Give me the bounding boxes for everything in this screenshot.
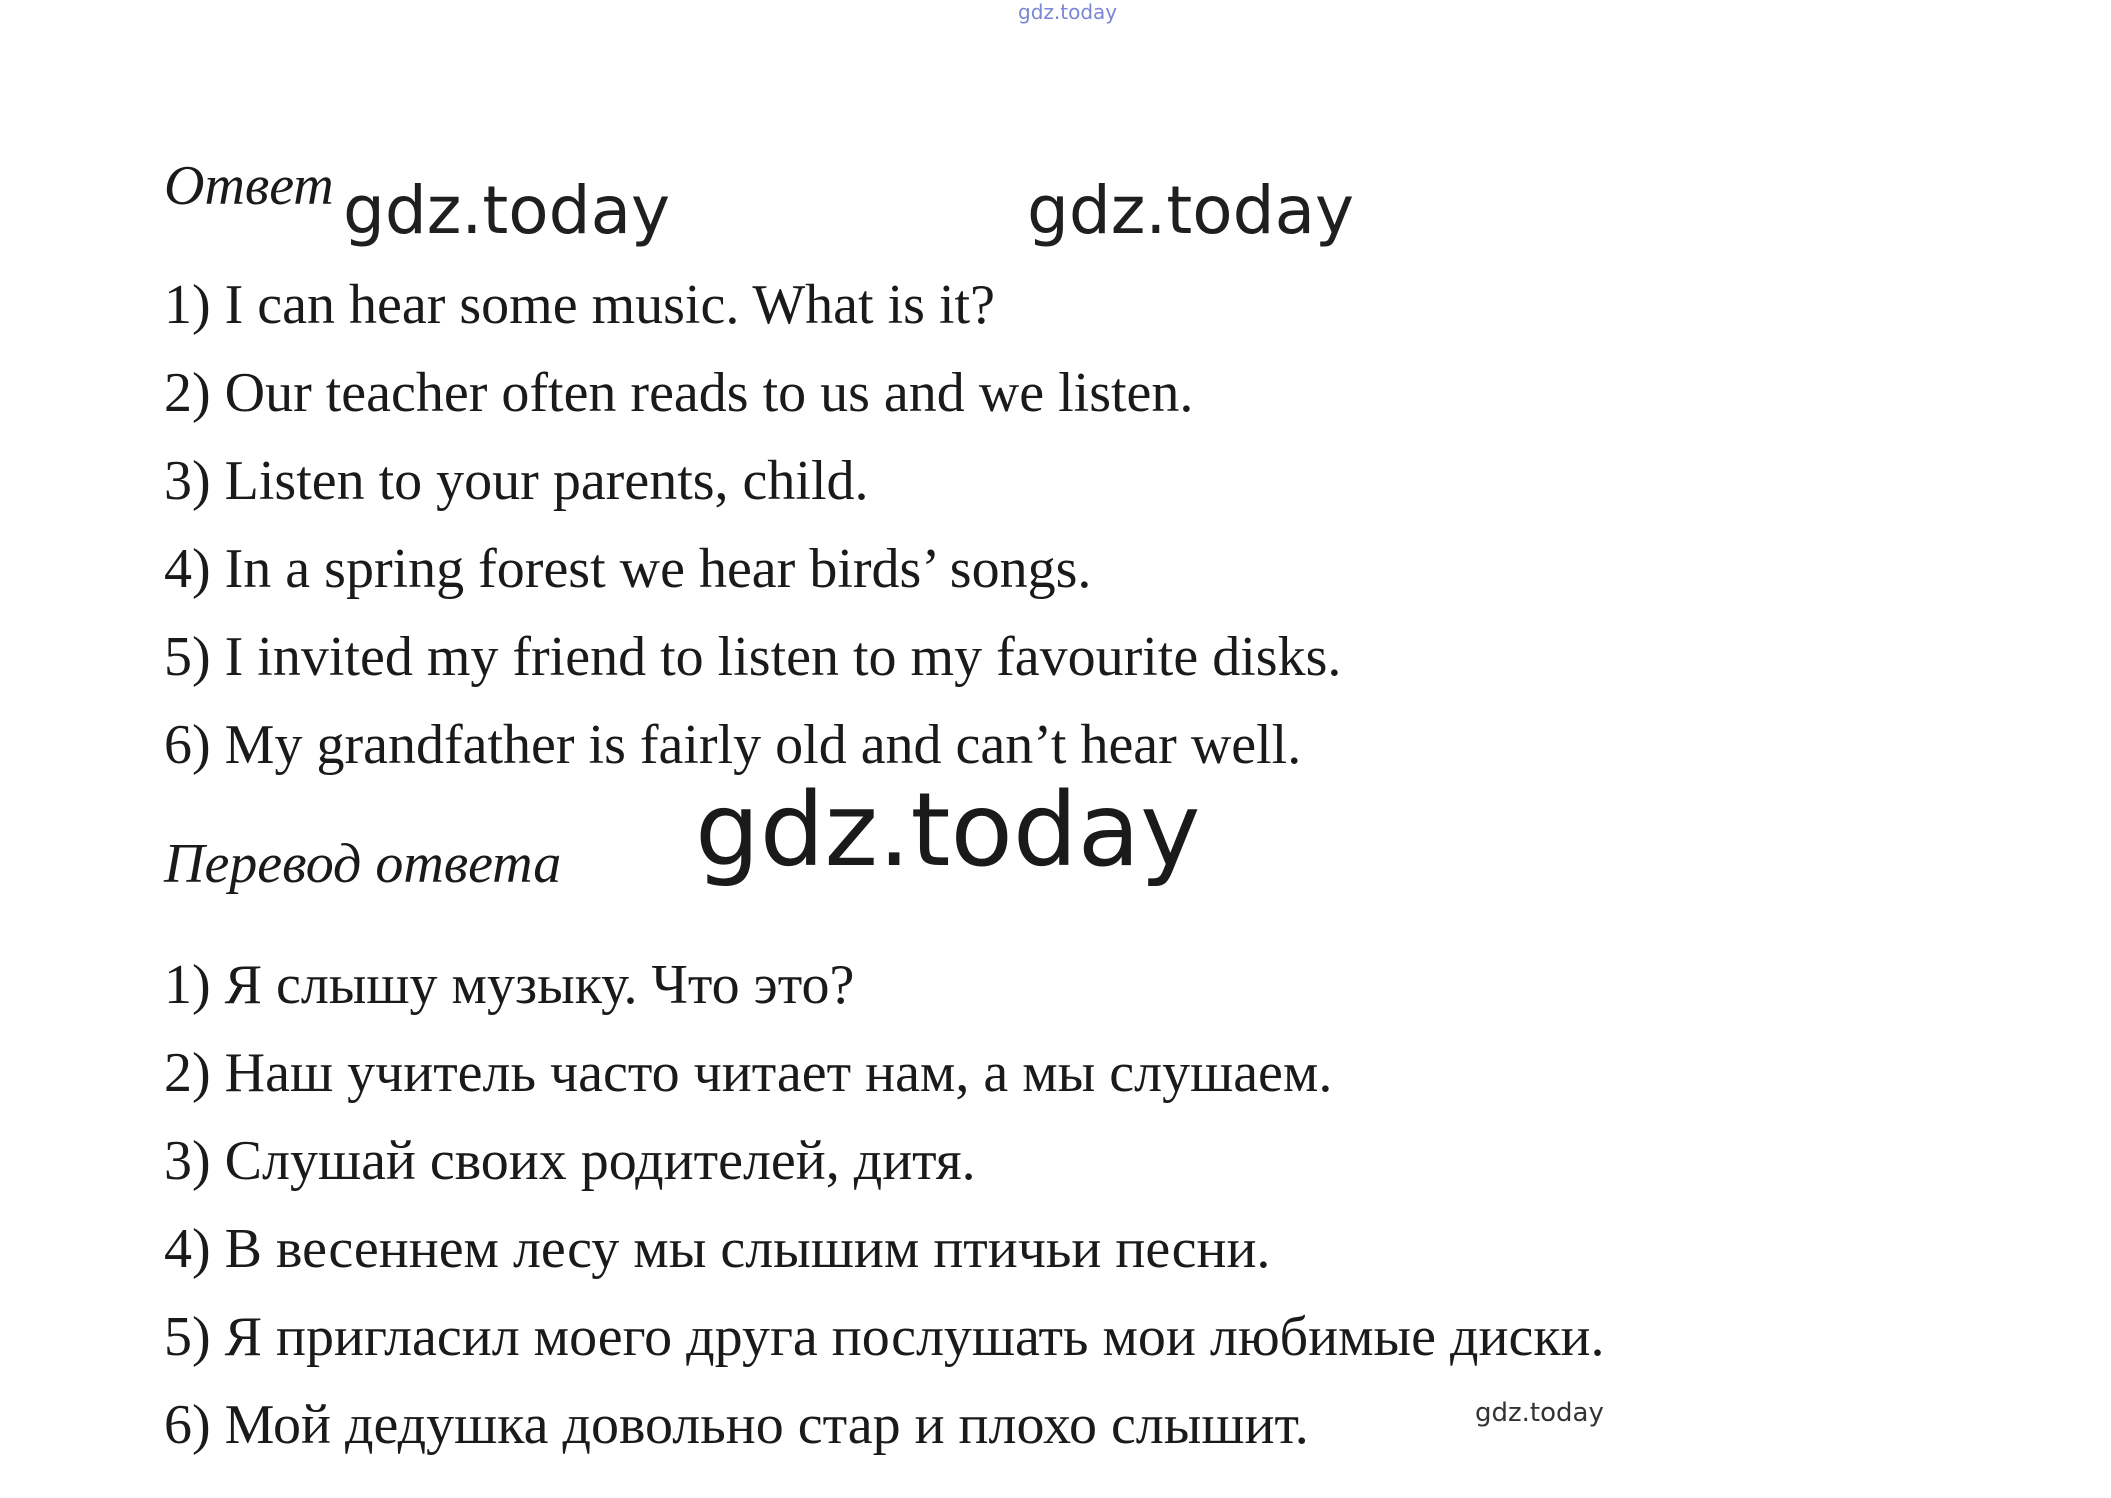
- translation-line-1: 1) Я слышу музыку. Что это?: [164, 954, 855, 1016]
- translation-line-5: 5) Я пригласил моего друга послушать мои любимые диски.: [164, 1306, 1605, 1368]
- translation-line-3: 3) Слушай своих родителей, дитя.: [164, 1130, 976, 1192]
- translation-line-6: 6) Мой дедушка довольно стар и плохо слышит.: [164, 1394, 1309, 1456]
- answer-line-6: 6) My grandfather is fairly old and can’t hear well.: [164, 714, 1302, 776]
- watermark-answer-right: gdz.today: [1027, 172, 1355, 249]
- watermark-answer-left: gdz.today: [343, 172, 671, 249]
- answer-line-1: 1) I can hear some music. What is it?: [164, 274, 995, 336]
- answer-line-5: 5) I invited my friend to listen to my favourite disks.: [164, 626, 1342, 688]
- watermark-translation: gdz.today: [695, 771, 1201, 890]
- answer-line-3: 3) Listen to your parents, child.: [164, 450, 869, 512]
- translation-line-4: 4) В весеннем лесу мы слышим птичьи песни.: [164, 1218, 1271, 1280]
- translation-heading: Перевод ответа: [164, 833, 562, 895]
- answer-line-2: 2) Our teacher often reads to us and we listen.: [164, 362, 1194, 424]
- answer-line-4: 4) In a spring forest we hear birds’ songs.: [164, 538, 1092, 600]
- answer-heading: Ответ: [164, 155, 334, 217]
- watermark-bottom: gdz.today: [1475, 1398, 1604, 1428]
- watermark-top: gdz.today: [1018, 0, 1118, 24]
- translation-line-2: 2) Наш учитель часто читает нам, а мы слушаем.: [164, 1042, 1333, 1104]
